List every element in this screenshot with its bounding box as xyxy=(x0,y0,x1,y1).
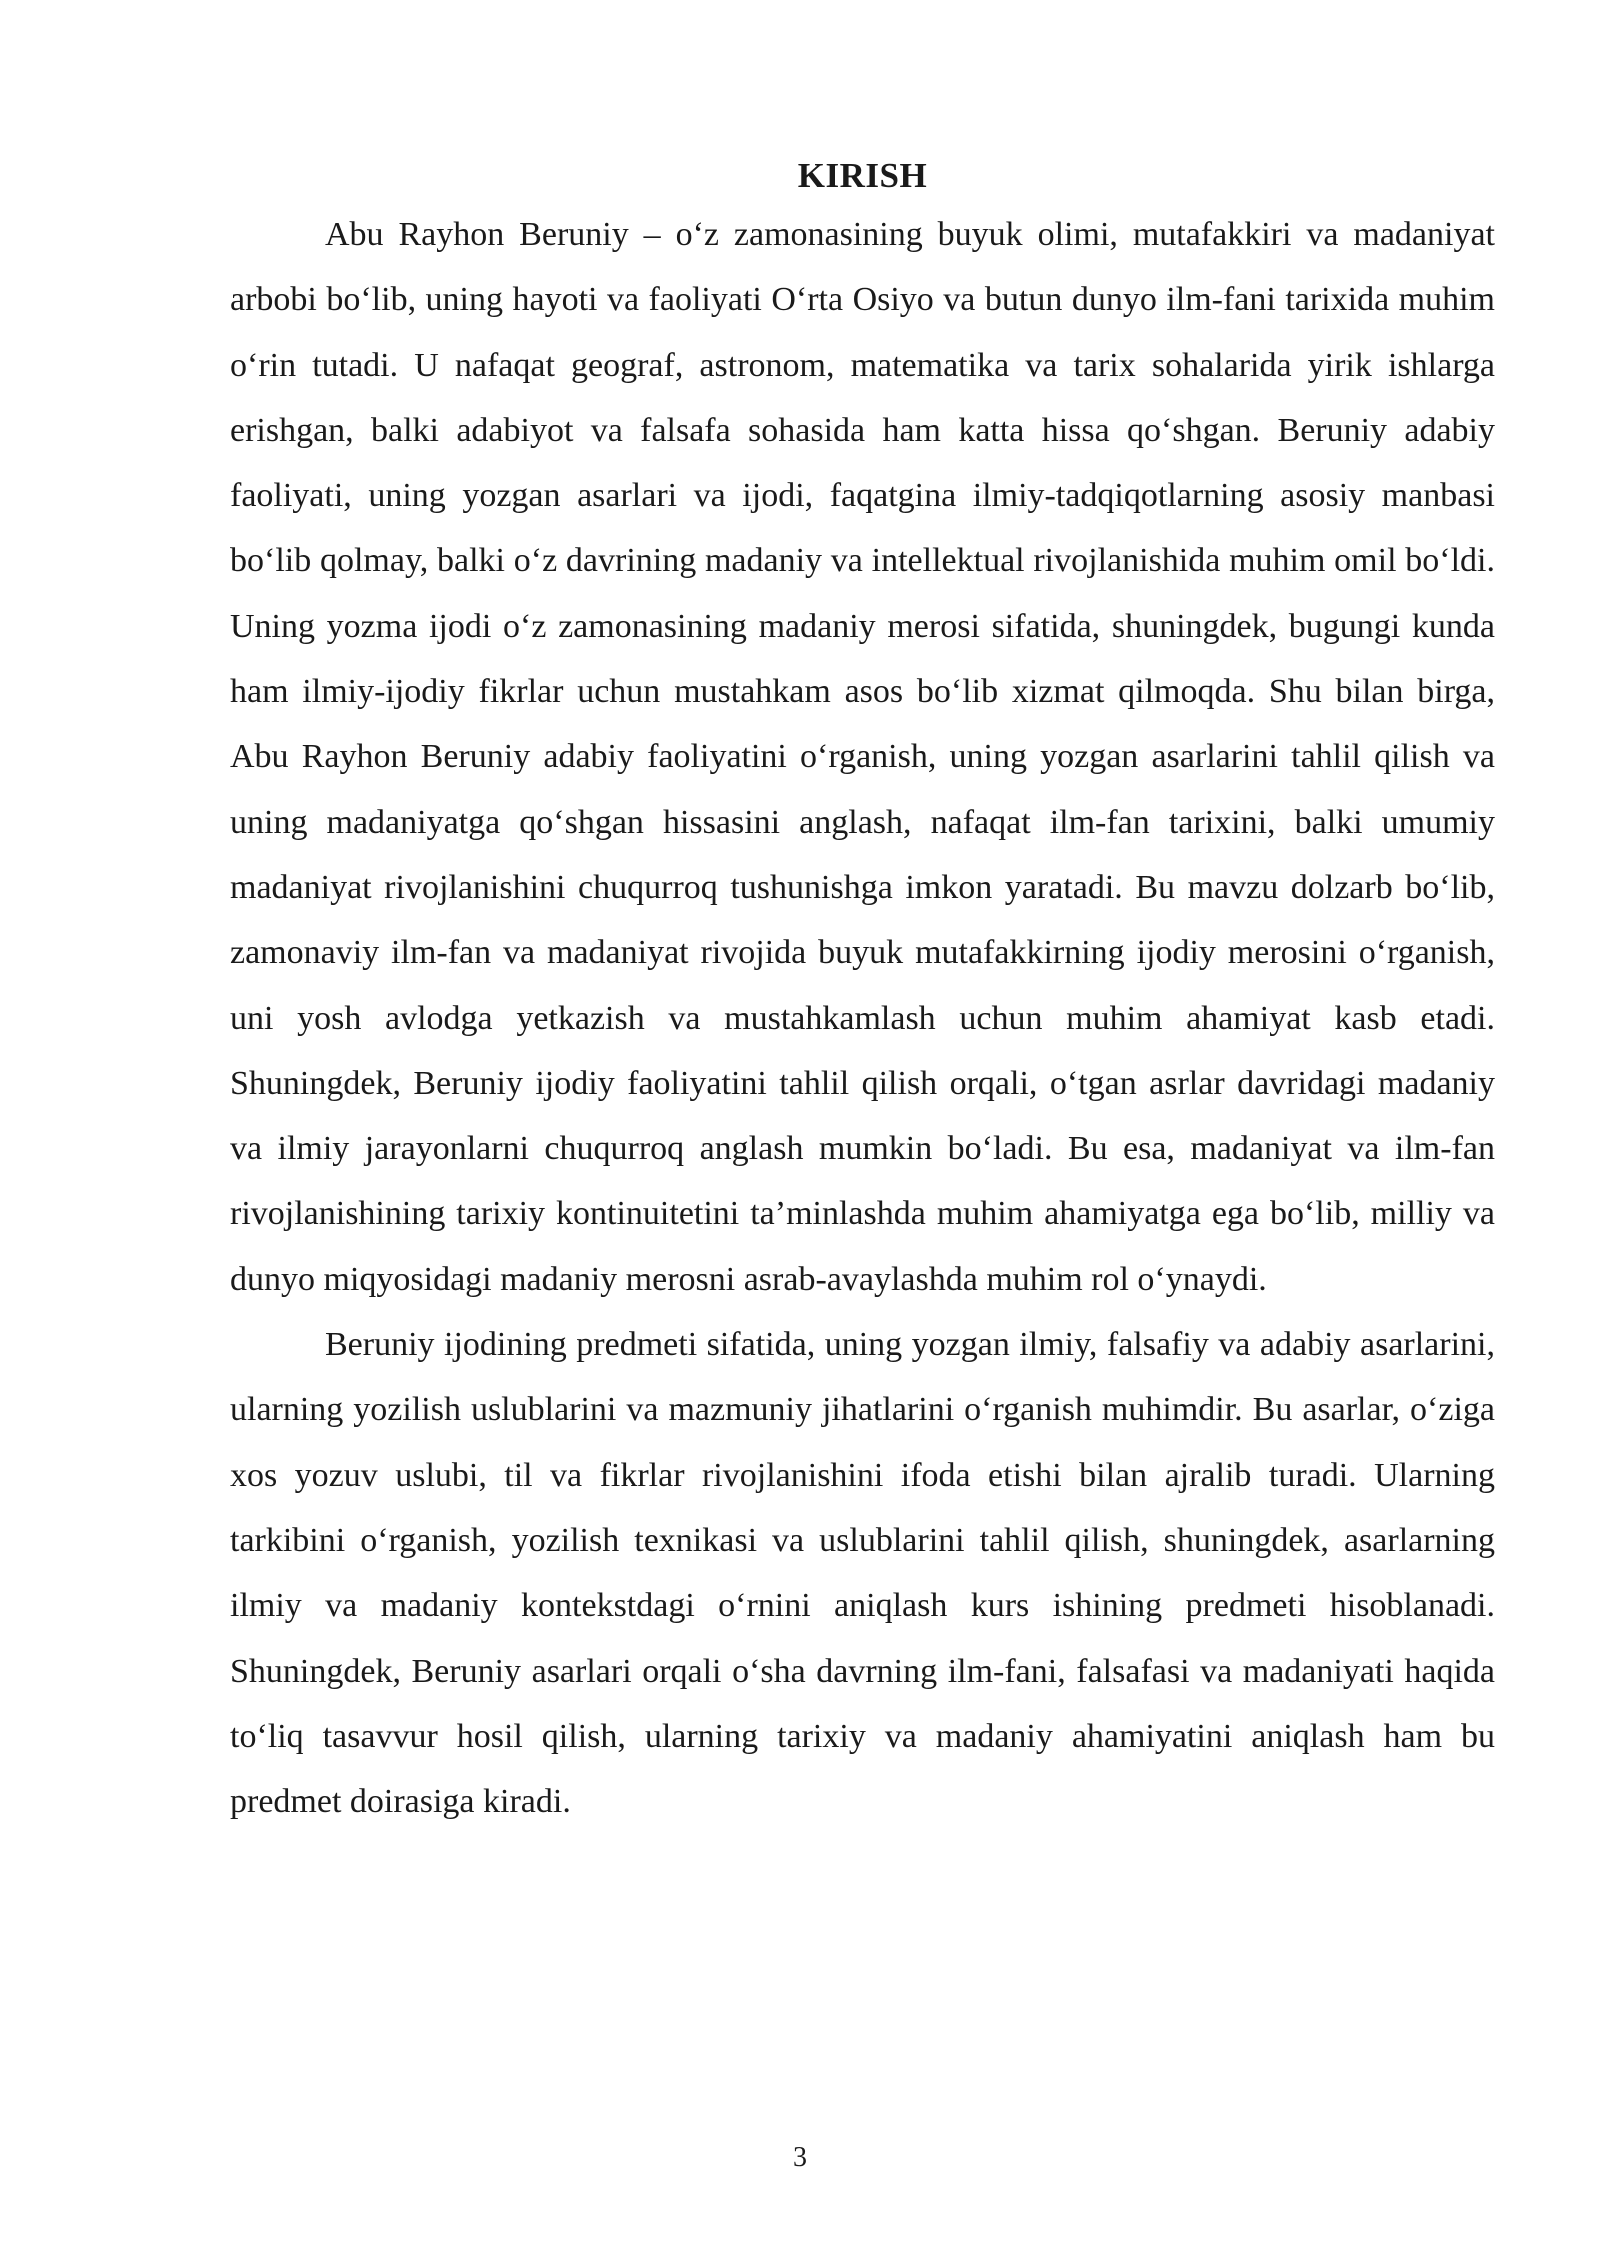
paragraph-intro: Abu Rayhon Beruniy – o‘z zamonasining buyuk olimi, mutafakkiri va madaniyat arbobi bo‘lib, uning hayoti va faoliyati O‘rta Osiyo va butun dunyo ilm-fani tarixida muhim o‘rin tutadi. U nafaqat geograf, astronom, matematika va tarix sohalarida yirik ishlarga erishgan, balki adabiyot va falsafa sohasida ham katta hissa qo‘shgan. Beruniy adabiy faoliyati, uning yozgan asarlari va ijodi, faqatgina ilmiy-tadqiqotlarning asosiy manbasi bo‘lib qolmay, balki o‘z davrining madaniy va intellektual rivojlanishida muhim omil bo‘ldi. Uning yozma ijodi o‘z zamonasining madaniy merosi sifatida, shuningdek, bugungi kunda ham ilmiy-ijodiy fikrlar uchun mustahkam asos bo‘lib xizmat qilmoqda. Shu bilan birga, Abu Rayhon Beruniy adabiy faoliyatini o‘rganish, uning yozgan asarlarini tahlil qilish va uning madaniyatga qo‘shgan hissasini anglash, nafaqat ilm-fan tarixini, balki umumiy madaniyat rivojlanishini chuqurroq tushunishga imkon yaratadi. Bu mavzu dolzarb bo‘lib, zamonaviy ilm-fan va madaniyat rivojida buyuk mutafakkirning ijodiy merosini o‘rganish, uni yosh avlodga yetkazish va mustahkamlash uchun muhim ahamiyat kasb etadi. Shuningdek, Beruniy ijodiy faoliyatini tahlil qilish orqali, o‘tgan asrlar davridagi madaniy va ilmiy jarayonlarni chuqurroq anglash mumkin bo‘ladi. Bu esa, madaniyat va ilm-fan rivojlanishining tarixiy kontinuitetini ta’minlashda muhim ahamiyatga ega bo‘lib, milliy va dunyo miqyosidagi madaniy merosni asrab-avaylashda muhim rol o‘ynaydi. xyxy=(230,216,1495,1298)
paragraph-subject: Beruniy ijodining predmeti sifatida, uning yozgan ilmiy, falsafiy va adabiy asarlarini, ularning yozilish uslublarini va mazmuniy jihatlarini o‘rganish muhimdir. Bu asarlar, o‘ziga xos yozuv uslubi, til va fikrlar rivojlanishini ifoda etishi bilan ajralib turadi. Ularning tarkibini o‘rganish, yozilish texnikasi va uslublarini tahlil qilish, shuningdek, asarlarning ilmiy va madaniy kontekstdagi o‘rnini aniqlash kurs ishining predmeti hisoblanadi. Shuningdek, Beruniy asarlari orqali o‘sha davrning ilm-fani, falsafasi va madaniyati haqida to‘liq tasavvur hosil qilish, ularning tarixiy va madaniy ahamiyatini aniqlash ham bu predmet doirasiga kiradi. xyxy=(230,1326,1495,1821)
page-number: 3 xyxy=(793,2142,807,2173)
page-content xyxy=(230,150,1495,1834)
section-heading: KIRISH xyxy=(797,156,928,195)
